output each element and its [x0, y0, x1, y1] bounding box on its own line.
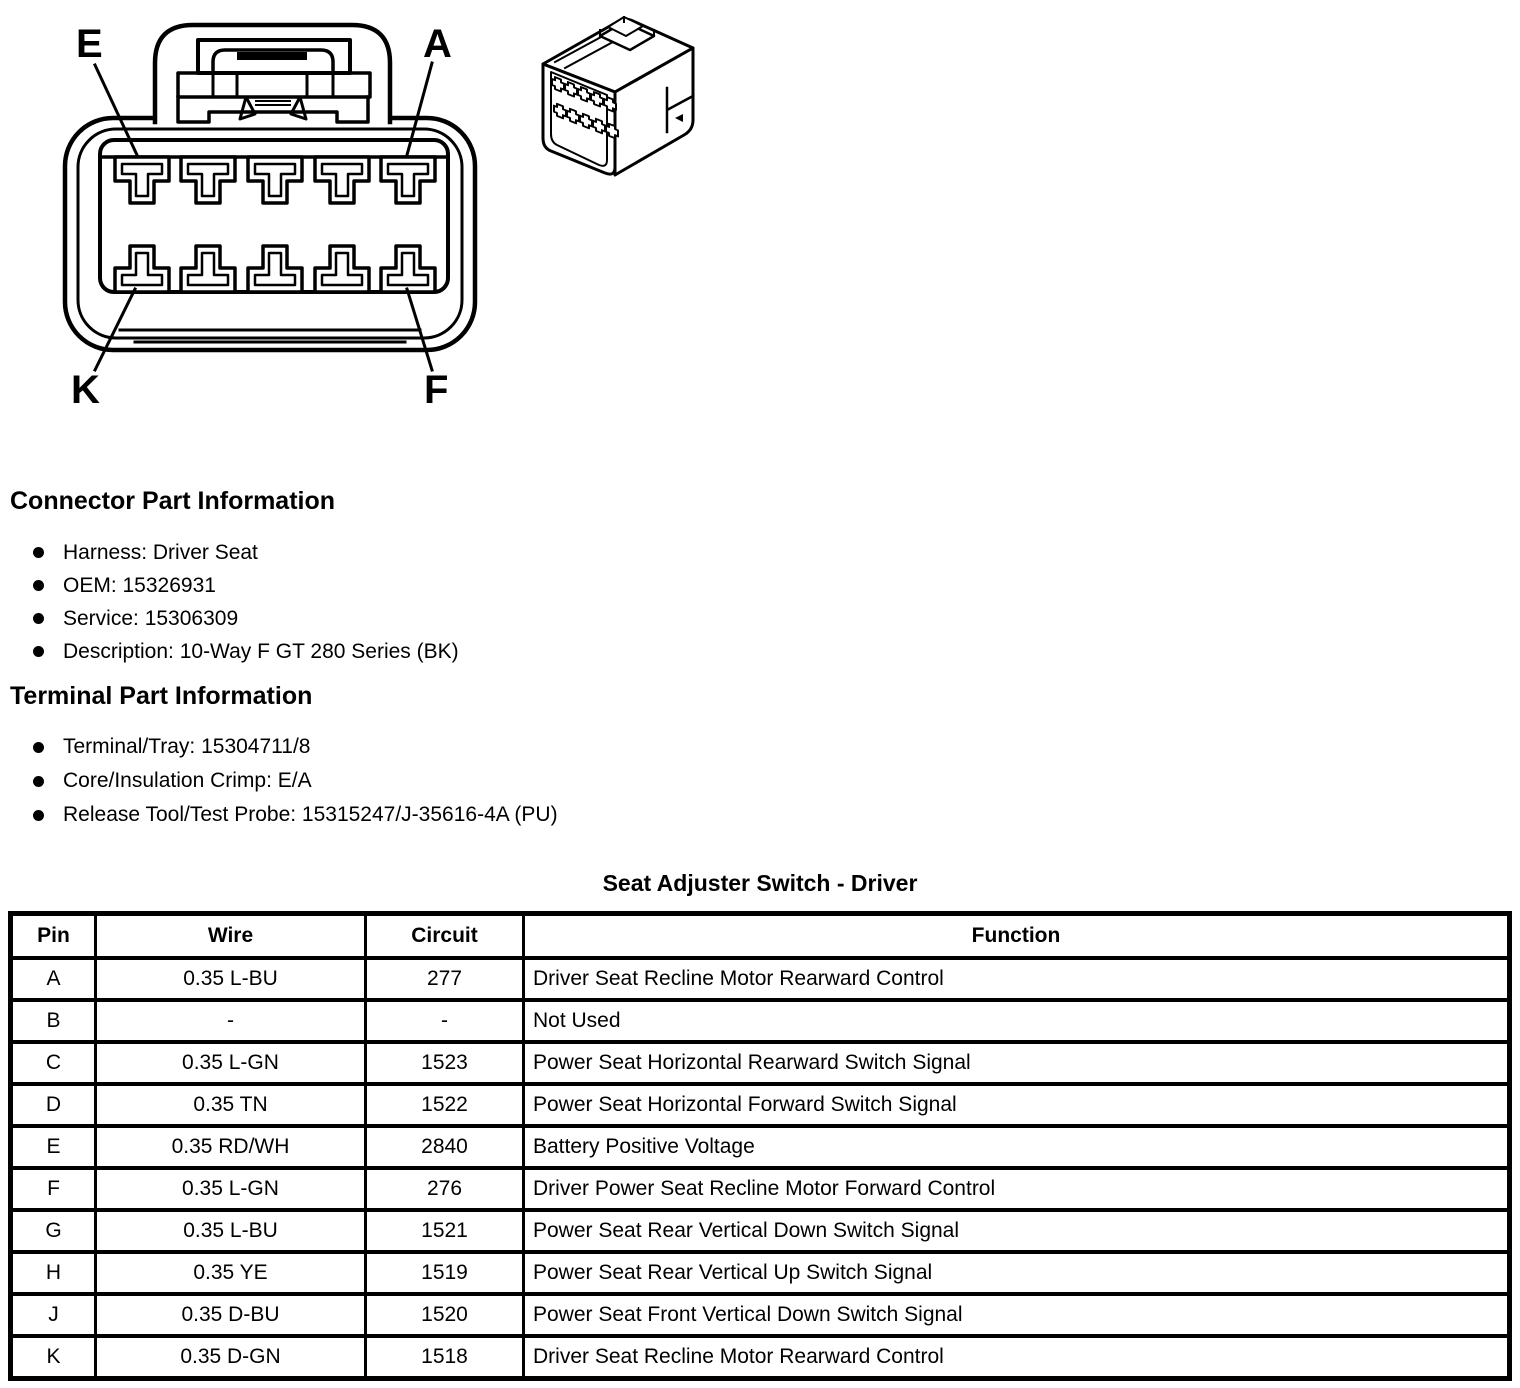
pin-table-header-row: [11, 914, 1510, 959]
bullet-item: [0, 798, 558, 832]
terminal-slot: [181, 157, 235, 203]
bullet-icon: [33, 776, 44, 787]
wire-cell: 0.35 D-BU: [96, 1294, 366, 1336]
bullet-text: Description: 10-Way F GT 280 Series (BK): [63, 639, 459, 663]
pin-cell: C: [11, 1042, 96, 1084]
pin-table-row: [11, 1042, 1510, 1084]
terminal-slot: [381, 246, 435, 292]
circuit-cell: 1522: [366, 1084, 524, 1126]
terminal-part-info-list: [0, 730, 558, 832]
function-cell: Power Seat Rear Vertical Down Switch Signal: [524, 1210, 1510, 1252]
bullet-icon: [33, 810, 44, 821]
wire-cell: 0.35 TN: [96, 1084, 366, 1126]
circuit-cell: 1520: [366, 1294, 524, 1336]
bullet-item: [0, 764, 558, 798]
function-cell: Power Seat Rear Vertical Up Switch Signal: [524, 1252, 1510, 1294]
bullet-item: [0, 730, 558, 764]
pin-table-row: [11, 1294, 1510, 1336]
terminal-slot: [115, 246, 169, 292]
column-header-circuit: Circuit: [366, 914, 524, 959]
wire-cell: -: [96, 1000, 366, 1042]
function-cell: Driver Power Seat Recline Motor Forward Control: [524, 1168, 1510, 1210]
pin-table-row: [11, 958, 1510, 1000]
bullet-text: Core/Insulation Crimp: E/A: [63, 769, 312, 792]
bullet-text: OEM: 15326931: [63, 573, 216, 597]
terminal-slot: [115, 157, 169, 203]
pin-cell: J: [11, 1294, 96, 1336]
bullet-item: [0, 602, 459, 635]
function-cell: Battery Positive Voltage: [524, 1126, 1510, 1168]
connector-part-info-heading: Connector Part Information: [10, 487, 336, 515]
pin-cell: D: [11, 1084, 96, 1126]
pin-table: [8, 911, 1512, 1381]
pin-cell: E: [11, 1126, 96, 1168]
pin-table-body: [11, 958, 1510, 1379]
pin-table-row: [11, 1252, 1510, 1294]
terminal-slot: [181, 246, 235, 292]
connector-part-info-list: [0, 536, 459, 668]
pin-table-row: [11, 1084, 1510, 1126]
wire-cell: 0.35 RD/WH: [96, 1126, 366, 1168]
bullet-icon: [33, 742, 44, 753]
circuit-cell: 276: [366, 1168, 524, 1210]
circuit-cell: 2840: [366, 1126, 524, 1168]
circuit-cell: 1521: [366, 1210, 524, 1252]
terminal-part-info-heading: Terminal Part Information: [10, 682, 313, 710]
pin-cell: A: [11, 958, 96, 1000]
terminal-slot: [315, 246, 369, 292]
connector-latch: [155, 25, 390, 122]
function-cell: Driver Seat Recline Motor Rearward Control: [524, 958, 1510, 1000]
pin-table-row: [11, 1000, 1510, 1042]
terminal-slot: [248, 246, 302, 292]
wire-cell: 0.35 L-GN: [96, 1168, 366, 1210]
terminal-slot: [315, 157, 369, 203]
wire-cell: 0.35 L-BU: [96, 958, 366, 1000]
pin-cell: H: [11, 1252, 96, 1294]
bullet-icon: [33, 547, 44, 558]
function-cell: Power Seat Horizontal Forward Switch Signal: [524, 1084, 1510, 1126]
function-cell: Power Seat Front Vertical Down Switch Signal: [524, 1294, 1510, 1336]
bullet-icon: [33, 580, 44, 591]
terminal-slot: [381, 157, 435, 203]
pin-cell: F: [11, 1168, 96, 1210]
bullet-item: [0, 536, 459, 569]
pin-table-title: Seat Adjuster Switch - Driver: [602, 870, 918, 896]
function-cell: Not Used: [524, 1000, 1510, 1042]
connector-body-outline: [65, 118, 475, 350]
bullet-icon: [33, 646, 44, 657]
function-cell: Power Seat Horizontal Rearward Switch Signal: [524, 1042, 1510, 1084]
column-header-function: Function: [524, 914, 1510, 959]
pin-label-k: K: [71, 368, 100, 412]
pin-table-row: [11, 1336, 1510, 1379]
pin-table-container: [8, 911, 1512, 1381]
wire-cell: 0.35 D-GN: [96, 1336, 366, 1379]
bullet-text: Service: 15306309: [63, 606, 239, 630]
terminal-slot: [248, 157, 302, 203]
connector-front-view-drawing: [50, 5, 480, 420]
circuit-cell: 277: [366, 958, 524, 1000]
bullet-text: Terminal/Tray: 15304711/8: [63, 735, 311, 758]
column-header-pin: Pin: [11, 914, 96, 959]
pin-label-e: E: [76, 22, 103, 66]
bullet-text: Release Tool/Test Probe: 15315247/J-35616-4A (PU): [63, 803, 558, 826]
wire-cell: 0.35 YE: [96, 1252, 366, 1294]
column-header-wire: Wire: [96, 914, 366, 959]
pin-table-row: [11, 1126, 1510, 1168]
wire-cell: 0.35 L-GN: [96, 1042, 366, 1084]
circuit-cell: 1518: [366, 1336, 524, 1379]
bullet-icon: [33, 613, 44, 624]
pin-cell: B: [11, 1000, 96, 1042]
connector-3d-view-drawing: [505, 0, 715, 185]
circuit-cell: 1523: [366, 1042, 524, 1084]
pin-label-a: A: [423, 22, 452, 66]
bullet-item: [0, 569, 459, 602]
bullet-text: Harness: Driver Seat: [63, 540, 258, 564]
pin-label-f: F: [424, 368, 449, 412]
function-cell: Driver Seat Recline Motor Rearward Control: [524, 1336, 1510, 1379]
pin-table-row: [11, 1168, 1510, 1210]
pin-table-row: [11, 1210, 1510, 1252]
terminal-slots: [115, 157, 435, 292]
pin-cell: G: [11, 1210, 96, 1252]
bullet-item: [0, 635, 459, 668]
circuit-cell: -: [366, 1000, 524, 1042]
pin-cell: K: [11, 1336, 96, 1379]
wire-cell: 0.35 L-BU: [96, 1210, 366, 1252]
connector-diagram: [0, 0, 760, 465]
circuit-cell: 1519: [366, 1252, 524, 1294]
